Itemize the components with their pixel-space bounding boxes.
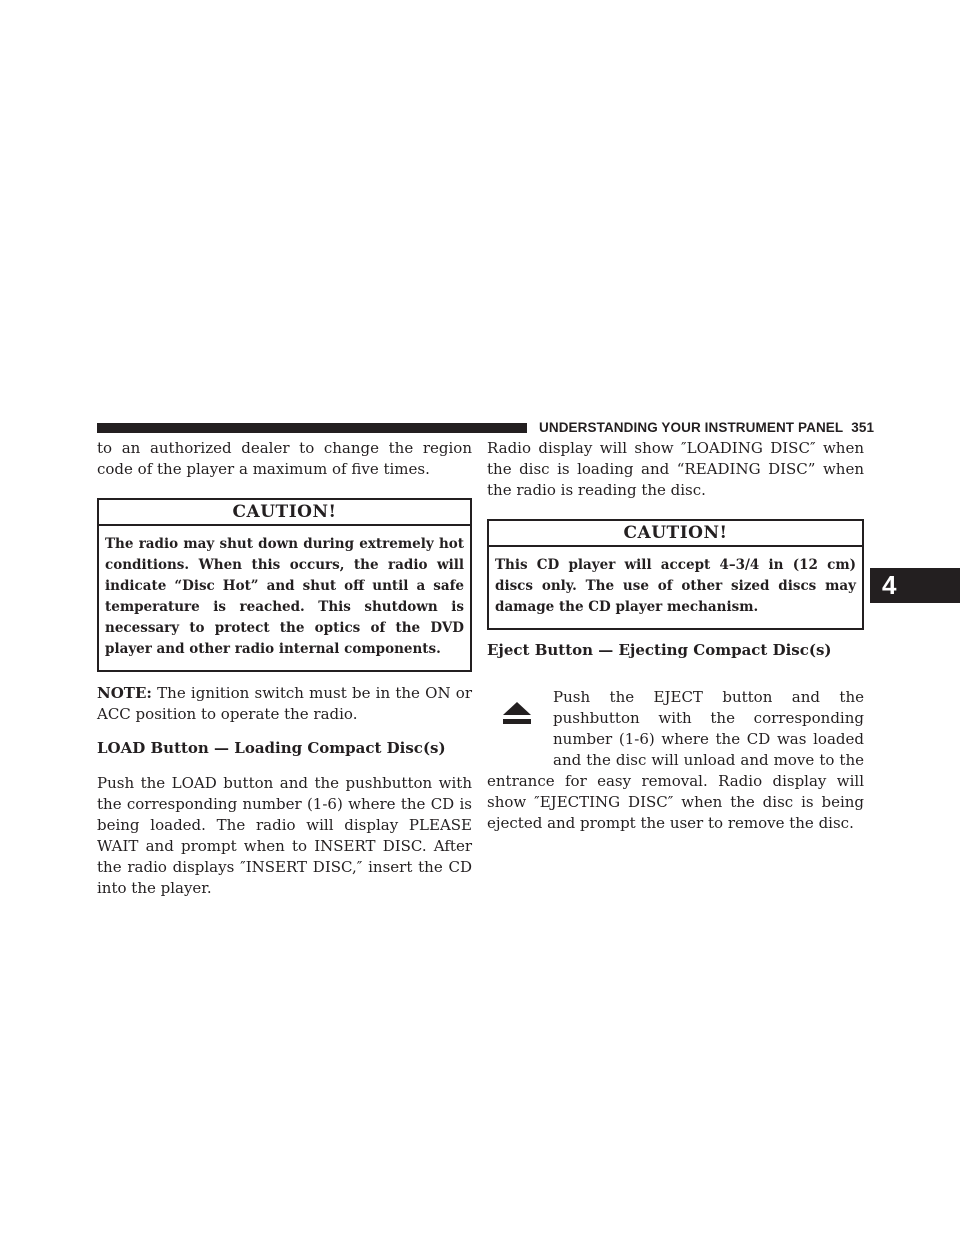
header-rule <box>97 423 527 433</box>
eject-text: Push the EJECT button and the pushbutton with the corresponding number (1-6) where the CD was loaded and the disc will unload and move to the entrance for easy removal. Radio display will show ″EJECTING DISC″ when the disc is being ejected and prompt the user to remove the disc. <box>487 688 864 832</box>
caution-box-cd-size <box>487 519 864 630</box>
chapter-number: 4 <box>882 570 897 600</box>
right-column <box>487 438 864 834</box>
caution-title: CAUTION! <box>99 500 470 526</box>
intro-paragraph: to an authorized dealer to change the region code of the player a maximum of five times. <box>97 439 472 478</box>
caution-title: CAUTION! <box>489 521 862 547</box>
note-label: NOTE: <box>97 684 152 702</box>
caution-text: This CD player will accept 4–3/4 in (12 cm) discs only. The use of other sized discs may damage the CD player mechanism. <box>495 557 856 615</box>
left-column <box>97 438 472 899</box>
loading-paragraph: Radio display will show ″LOADING DISC″ when the disc is loading and “READING DISC” when the radio is reading the disc. <box>487 439 864 499</box>
page-header <box>97 420 875 436</box>
eject-heading: Eject Button — Ejecting Compact Disc(s) <box>487 641 832 659</box>
caution-box <box>97 498 472 672</box>
section-title: UNDERSTANDING YOUR INSTRUMENT PANEL <box>539 420 844 435</box>
load-paragraph: Push the LOAD button and the pushbutton with the corresponding number (1-6) where the CD is being loaded. The radio will display PLEASE WAIT and prompt when to INSERT DISC. After the radio displays ″INSERT DISC,″ insert the CD into the player. <box>97 774 472 897</box>
load-heading: LOAD Button — Loading Compact Disc(s) <box>97 739 446 757</box>
eject-paragraph <box>487 687 864 834</box>
icon-spacer <box>487 687 553 771</box>
chapter-tab <box>870 568 960 603</box>
eject-section <box>487 687 864 834</box>
page-number: 351 <box>851 420 875 435</box>
note-text: The ignition switch must be in the ON or ACC position to operate the radio. <box>97 684 472 723</box>
header-title <box>539 420 874 436</box>
caution-text: The radio may shut down during extremely hot conditions. When this occurs, the radio will indicate “Disc Hot” and shut off until a safe temperature is reached. This shutdown is necessary to protect the optics of the DVD player and other radio internal components. <box>105 536 464 657</box>
note-paragraph <box>97 683 472 725</box>
eject-icon <box>503 702 531 724</box>
